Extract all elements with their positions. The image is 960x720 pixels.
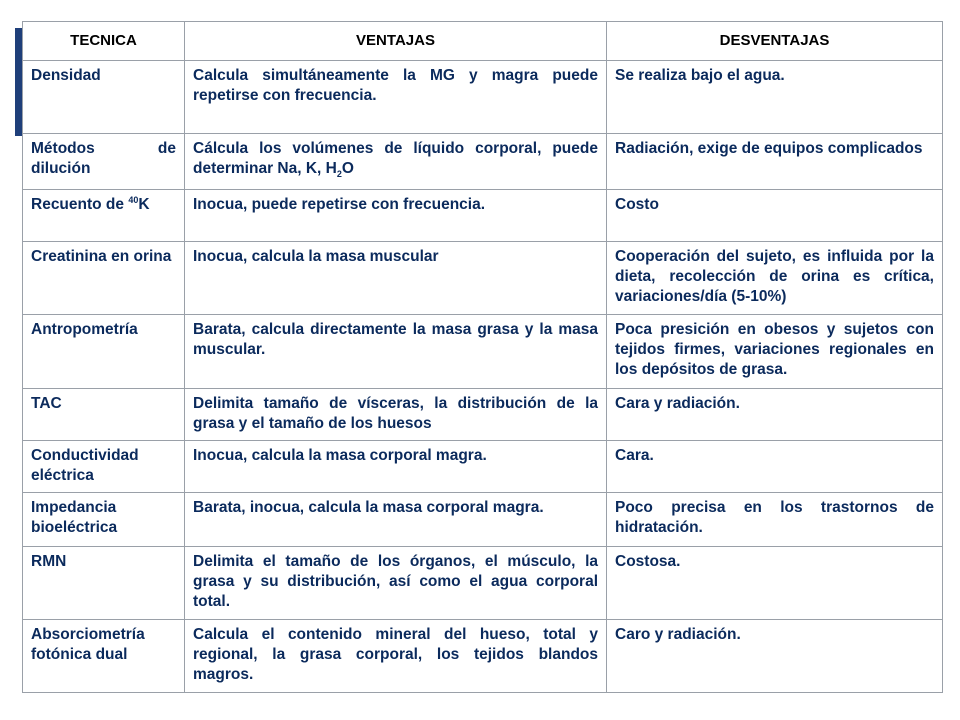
cell-tecnica: Métodos de dilución [23, 134, 185, 190]
superscript: 40 [128, 194, 139, 205]
cell-desventajas: Costosa. [607, 547, 943, 620]
header-tecnica: TECNICA [23, 22, 185, 61]
cell-ventajas: Delimita el tamaño de los órganos, el músculo, la grasa y su distribución, así como el agua corporal total. [185, 547, 607, 620]
cell-tecnica-tail: K [138, 196, 150, 213]
table-row [23, 441, 943, 493]
table-row [23, 493, 943, 547]
cell-tecnica: Conductividad eléctrica [23, 441, 185, 493]
table-row [23, 389, 943, 441]
cell-ventajas-text: Cálcula los volúmenes de líquido corporal, puede determinar Na, K, H [193, 140, 598, 177]
cell-ventajas: Barata, calcula directamente la masa grasa y la masa muscular. [185, 315, 607, 389]
table-row [23, 620, 943, 693]
cell-ventajas: Barata, inocua, calcula la masa corporal magra. [185, 493, 607, 547]
cell-tecnica: Antropometría [23, 315, 185, 389]
cell-desventajas: Radiación, exige de equipos complicados [607, 134, 943, 190]
cell-ventajas [185, 134, 607, 190]
table-row [23, 190, 943, 242]
cell-ventajas: Inocua, calcula la masa corporal magra. [185, 441, 607, 493]
header-ventajas: VENTAJAS [185, 22, 607, 61]
cell-tecnica: Creatinina en orina [23, 242, 185, 315]
cell-desventajas: Cooperación del sujeto, es influida por la dieta, recolección de orina es crítica, variaciones/día (5-10%) [607, 242, 943, 315]
cell-desventajas: Cara. [607, 441, 943, 493]
cell-desventajas: Se realiza bajo el agua. [607, 61, 943, 134]
cell-desventajas: Poca presición en obesos y sujetos con tejidos firmes, variaciones regionales en los depósitos de grasa. [607, 315, 943, 389]
cell-tecnica: TAC [23, 389, 185, 441]
table-row [23, 547, 943, 620]
cell-ventajas: Delimita tamaño de vísceras, la distribución de la grasa y el tamaño de los huesos [185, 389, 607, 441]
cell-tecnica-text: Recuento de [31, 196, 129, 213]
cell-tecnica: Impedancia bioeléctrica [23, 493, 185, 547]
decorative-left-bar [15, 28, 22, 136]
subscript: 2 [336, 169, 342, 180]
cell-ventajas: Inocua, calcula la masa muscular [185, 242, 607, 315]
techniques-table [22, 21, 943, 693]
cell-ventajas-tail: O [341, 160, 354, 177]
table-header-row [23, 22, 943, 61]
cell-ventajas: Calcula el contenido mineral del hueso, total y regional, la grasa corporal, los tejidos blandos magros. [185, 620, 607, 693]
cell-desventajas: Poco precisa en los trastornos de hidratación. [607, 493, 943, 547]
cell-ventajas: Calcula simultáneamente la MG y magra puede repetirse con frecuencia. [185, 61, 607, 134]
cell-tecnica: Densidad [23, 61, 185, 134]
cell-tecnica [23, 190, 185, 242]
cell-desventajas: Caro y radiación. [607, 620, 943, 693]
cell-tecnica: RMN [23, 547, 185, 620]
table-row [23, 134, 943, 190]
table-row [23, 61, 943, 134]
cell-tecnica: Absorciometría fotónica dual [23, 620, 185, 693]
table-row [23, 315, 943, 389]
header-desventajas: DESVENTAJAS [607, 22, 943, 61]
cell-desventajas: Cara y radiación. [607, 389, 943, 441]
cell-ventajas: Inocua, puede repetirse con frecuencia. [185, 190, 607, 242]
table-row [23, 242, 943, 315]
cell-desventajas: Costo [607, 190, 943, 242]
